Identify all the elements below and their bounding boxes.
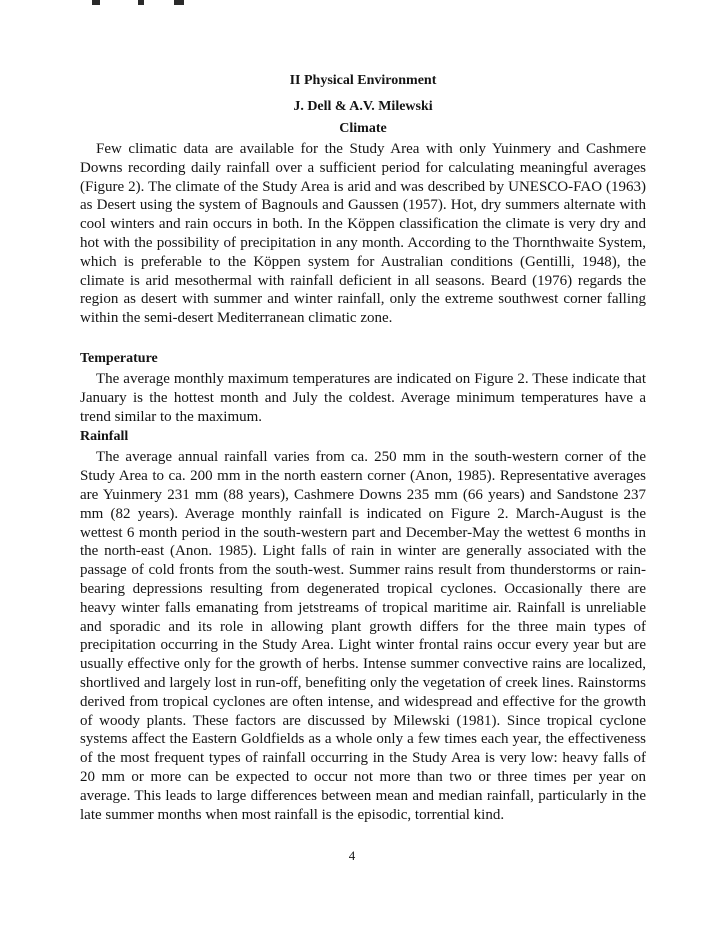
authors-line: J. Dell & A.V. Milewski [293, 99, 433, 114]
document-page [80, 72, 646, 824]
rainfall-heading: Rainfall [80, 429, 129, 445]
temperature-paragraph: The average monthly maximum temperatures are indicated on Figure 2. These indicate that January is the hottest month and July the coldest. Average minimum temperatures have a trend similar to the maximum. [80, 370, 646, 425]
section-heading: II Physical Environment [289, 73, 437, 88]
scan-artifact-marks [92, 0, 192, 6]
climate-heading: Climate [339, 121, 387, 136]
temperature-heading: Temperature [80, 350, 158, 366]
rainfall-paragraph: The average annual rainfall varies from ca. 250 mm in the south-western corner of the Study Area to ca. 200 mm in the north eastern corner (Anon, 1985). Representative averages are Yuinmery 231 mm (88 years), Cashmere Downs 235 mm (66 years) and Sandstone 237 mm (82 years). Average monthly rainfall is indicated on Figure 2. March-August is the wettest 6 month period in the south-western part and December-May the wettest 6 months in the north-east (Anon. 1985). Light falls of rain in winter are generally associated with the passage of cold fronts from the south-west. Summer rains result from thunderstorms or rain-bearing depressions resulting from degenerated tropical cyclones. Occasionally there are heavy winter falls emanating from jetstreams of tropical maritime air. Rainfall is unreliable and sporadic and its role in allowing plant growth differs for the three main types of precipitation occurring in the Study Area. Light winter frontal rains occur every year but are usually effective only for the growth of herbs. Intense summer convective rains are localized, shortlived and largely lost in run-off, benefiting only the vegetation of creek lines. Rainstorms derived from tropical cyclones are often intense, and widespread and effective for the growth of woody plants. These factors are discussed by Milewski (1981). Since tropical cyclone systems affect the Eastern Goldfields as a whole only a few times each year, the effectiveness of the most frequent types of rainfall occurring in the Study Area is very low: heavy falls of 20 mm or more can be expected to occur not more than two or three times per year on average. This leads to large differences between mean and median rainfall, particularly in the late summer months when most rainfall is the episodic, torrential kind. [80, 449, 646, 823]
page-number: 4 [348, 848, 356, 863]
climate-paragraph: Few climatic data are available for the Study Area with only Yuinmery and Cashmere Downs recording daily rainfall over a sufficient period for calculating meaningful averages (Figure 2). The climate of the Study Area is arid and was described by UNESCO-FAO (1963) as Desert using the system of Bagnouls and Gaussen (1957). Hot, dry summers alternate with cool winters and rain occurs in both. In the Köppen classification the climate is very dry and hot with the possibility of precipitation in any month. According to the Thornthwaite System, which is preferable to the Köppen system for Australian conditions (Gentilli, 1948), the climate is arid mesothermal with rainfall deficient in all seasons. Beard (1976) regards the region as desert with summer and winter rainfall, only the extreme southwest corner falling within the semi-desert Mediterranean climatic zone. [80, 141, 646, 327]
